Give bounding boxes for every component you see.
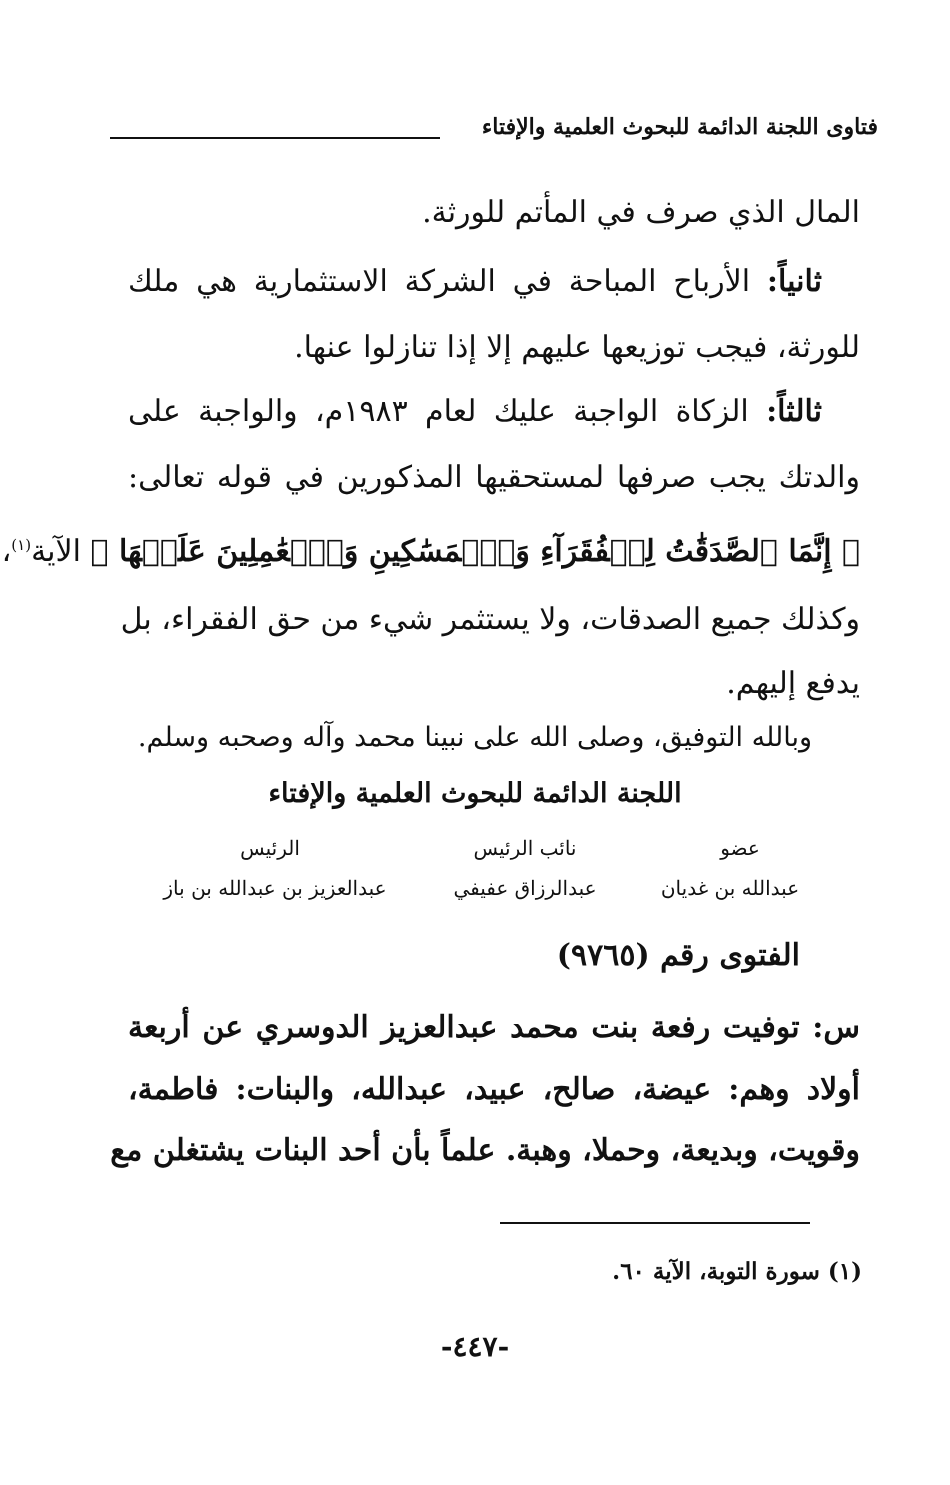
footnote: (١) سورة التوبة، الآية ٦٠. (612, 1258, 862, 1285)
footnote-marker: (١) (11, 536, 32, 554)
second-point-label: ثانياً: (766, 264, 822, 299)
quran-ayah-suffix: الآية (31, 534, 81, 569)
page-number: -٤٤٧- (440, 1330, 510, 1363)
third-point-label: ثالثاً: (766, 394, 822, 429)
second-point-line-1 (128, 262, 822, 302)
header-rule (110, 137, 440, 139)
third-point-text: الزكاة الواجبة عليك لعام ١٩٨٣م، والواجبة على (128, 394, 749, 429)
running-header (110, 110, 878, 150)
third-point-line-4: وكذلك جميع الصدقات، ولا يستثمر شيء من حق الفقراء، بل (120, 602, 860, 637)
footnote-rule (500, 1222, 810, 1224)
signatory-2-name: عبدالرزاق عفيفي (453, 876, 597, 900)
fatwa-number: الفتوى رقم (٩٧٦٥) (556, 938, 800, 973)
header-title: فتاوى اللجنة الدائمة للبحوث العلمية والإفتاء (481, 114, 878, 140)
question-line-3: وقويت، وبديعة، وحملا، وهبة. علماً بأن أحد البنات يشتغلن مع (110, 1133, 860, 1168)
signatory-3-role: الرئيس (240, 836, 300, 860)
signatory-1-role: عضو (720, 836, 760, 860)
signatory-2-role: نائب الرئيس (473, 836, 577, 860)
signatory-3-name: عبدالعزيز بن عبدالله بن باز (163, 876, 387, 900)
third-point-line-1 (128, 392, 822, 432)
third-point-line-5: يدفع إليهم. (726, 666, 860, 701)
question-line-2: أولاد وهم: عيضة، صالح، عبيد، عبدالله، والبنات: فاطمة، (128, 1072, 860, 1107)
second-point-text: الأرباح المباحة في الشركة الاستثمارية هي ملك (128, 264, 751, 299)
signatory-1-name: عبدالله بن غديان (660, 876, 800, 900)
second-point-line-2: للورثة، فيجب توزيعها عليهم إلا إذا تنازلوا عنها. (294, 330, 860, 365)
body-line-1: المال الذي صرف في المأتم للورثة. (422, 195, 860, 230)
quran-line: ﴿ إِنَّمَا ٱلصَّدَقَٰتُ لِلۡفُقَرَآءِ وَٱلۡمَسَٰكِينِ وَٱلۡعَٰمِلِينَ عَلَيۡهَا ﴾ الآية$^{(١)}$، (1, 534, 860, 569)
question-line-1: س: توفيت رفعة بنت محمد عبدالعزيز الدوسري عن أربعة (128, 1010, 860, 1045)
quran-verse: ﴿ إِنَّمَا ٱلصَّدَقَٰتُ لِلۡفُقَرَآءِ وَٱلۡمَسَٰكِينِ وَٱلۡعَٰمِلِينَ عَلَيۡهَا ﴾ (90, 534, 860, 569)
committee-title: اللجنة الدائمة للبحوث العلمية والإفتاء (268, 778, 682, 809)
closing-line: وبالله التوفيق، وصلى الله على نبينا محمد وآله وصحبه وسلم. (137, 722, 813, 753)
third-point-line-2: والدتك يجب صرفها لمستحقيها المذكورين في قوله تعالى: (128, 460, 860, 495)
